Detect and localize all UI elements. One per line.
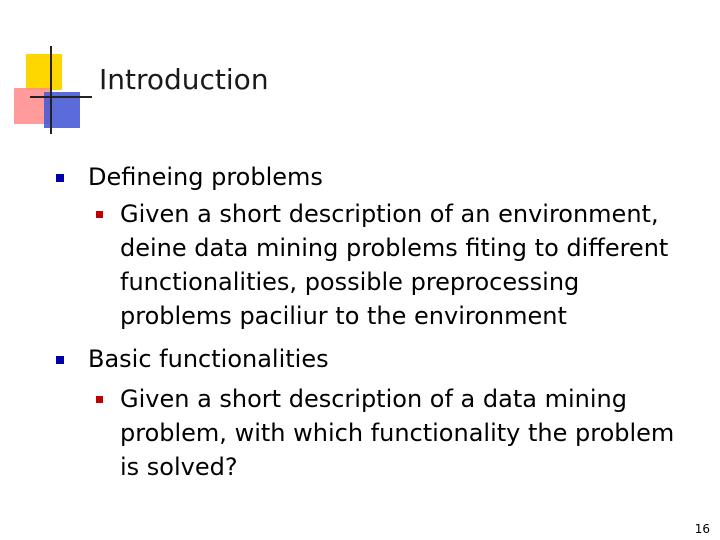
slide-title: Introduction (99, 63, 269, 96)
square-bullet-icon (56, 356, 64, 364)
square-bullet-icon (96, 396, 103, 403)
bullet-item (88, 160, 323, 194)
sub-bullet-item (120, 382, 695, 484)
logo-yellow-square (26, 54, 62, 90)
square-bullet-icon (96, 211, 103, 218)
logo-vertical-line (50, 46, 52, 134)
bullet-text: Basic functionalities (88, 345, 329, 373)
logo-horizontal-line (30, 96, 92, 98)
bullet-text: Defineing problems (88, 163, 323, 191)
page-number: 16 (694, 522, 710, 536)
sub-bullet-text: Given a short description of a data mining problem, with which functionality the problem is solved? (120, 385, 675, 481)
sub-bullet-text: Given a short description of an environment, deine data mining problems fiting to different functionalities, possible preprocessing problems paciliur to the environment (120, 200, 669, 330)
slide-logo (0, 0, 100, 140)
square-bullet-icon (56, 174, 64, 182)
bullet-item (88, 342, 329, 376)
sub-bullet-item (120, 197, 695, 333)
